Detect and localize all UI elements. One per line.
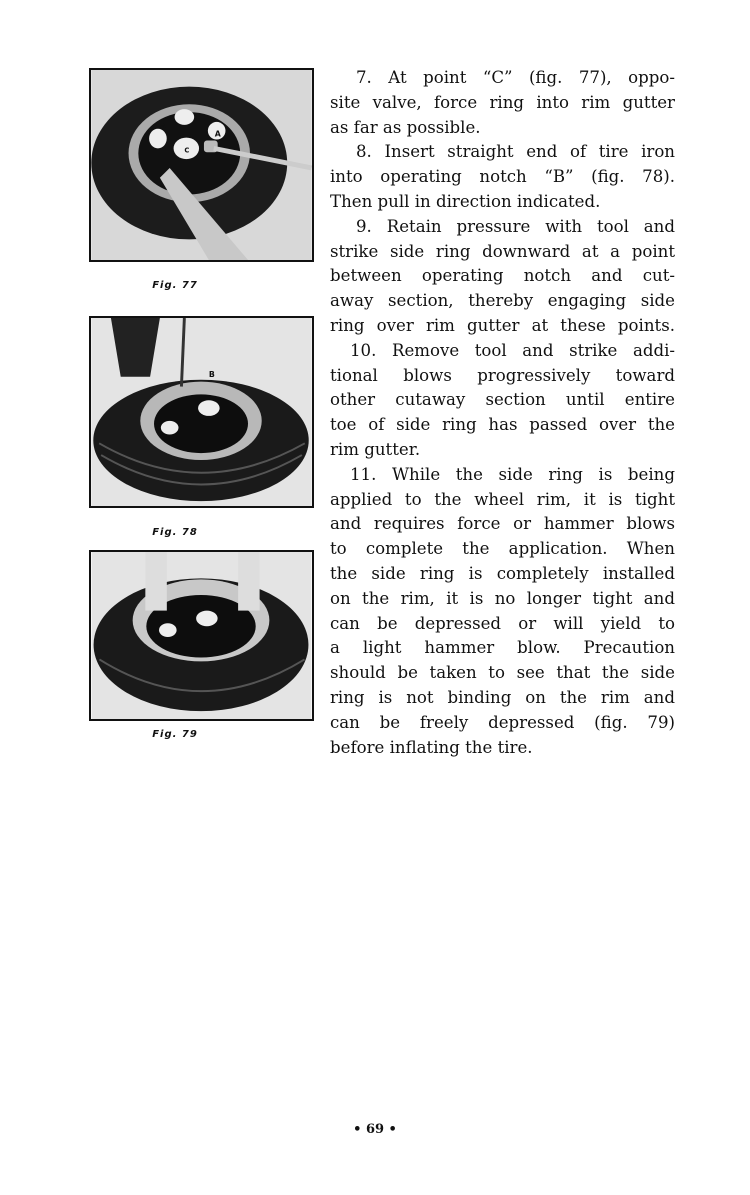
text-line: ring is not binding on the rim and (330, 687, 675, 707)
text-line: site valve, force ring into rim gutter (330, 92, 675, 112)
figure-label: C (184, 146, 190, 155)
text-line: before inflating the tire. (330, 737, 533, 757)
paragraph-step-8 (330, 140, 675, 214)
tire-rim-photo (91, 552, 312, 719)
text-line: 11. While the side ring is being (350, 464, 675, 484)
text-line: and requires force or hammer blows (330, 514, 675, 534)
text-line: on the rim, it is no longer tight and (330, 588, 675, 608)
text-line: should be taken to see that the side (330, 663, 675, 683)
paragraph-step-9 (330, 215, 675, 339)
figure-79-photo (89, 550, 314, 721)
text-line: tional blows progressively toward (330, 365, 675, 385)
text-line: away section, thereby engaging side (330, 291, 675, 311)
tire-rim-photo (91, 70, 312, 260)
instruction-text (330, 66, 675, 760)
text-line: 9. Retain pressure with tool and (356, 216, 675, 236)
tire-rim-photo (91, 318, 312, 506)
text-line: as far as possible. (330, 117, 481, 137)
figure-78-caption: Fig. 78 (152, 527, 198, 538)
text-line: can be freely depressed (fig. 79) (330, 712, 675, 732)
text-line: can be depressed or will yield to (330, 613, 675, 633)
text-line: 8. Insert straight end of tire iron (356, 142, 675, 162)
text-line: ring over rim gutter at these points. (330, 315, 675, 335)
figure-78-photo (89, 316, 314, 508)
paragraph-step-7 (330, 66, 675, 140)
paragraph-step-10 (330, 339, 675, 463)
text-line: the side ring is completely installed (330, 563, 675, 583)
figure-label: A (159, 121, 166, 131)
page-number: • 69 • (353, 1122, 397, 1137)
text-line: 10. Remove tool and strike addi- (350, 340, 675, 360)
text-line: into operating notch “B” (fig. 78). (330, 167, 675, 187)
text-line: toe of side ring has passed over the (330, 415, 675, 435)
figure-77-photo (89, 68, 314, 262)
text-line: rim gutter. (330, 439, 421, 459)
text-line: between operating notch and cut- (330, 266, 675, 286)
text-line: 7. At point “C” (fig. 77), oppo- (356, 68, 675, 87)
paragraph-step-11 (330, 463, 675, 761)
figure-label: A (214, 129, 221, 139)
figure-label: B (208, 369, 215, 379)
text-line: to complete the application. When (330, 539, 675, 559)
text-line: a light hammer blow. Precaution (330, 638, 675, 658)
text-line: Then pull in direction indicated. (330, 191, 601, 211)
text-line: other cutaway section until entire (330, 390, 675, 410)
figure-77-caption: Fig. 77 (152, 280, 198, 291)
figure-79-caption: Fig. 79 (152, 729, 198, 740)
text-line: applied to the wheel rim, it is tight (330, 489, 675, 509)
text-line: strike side ring downward at a point (330, 241, 675, 261)
